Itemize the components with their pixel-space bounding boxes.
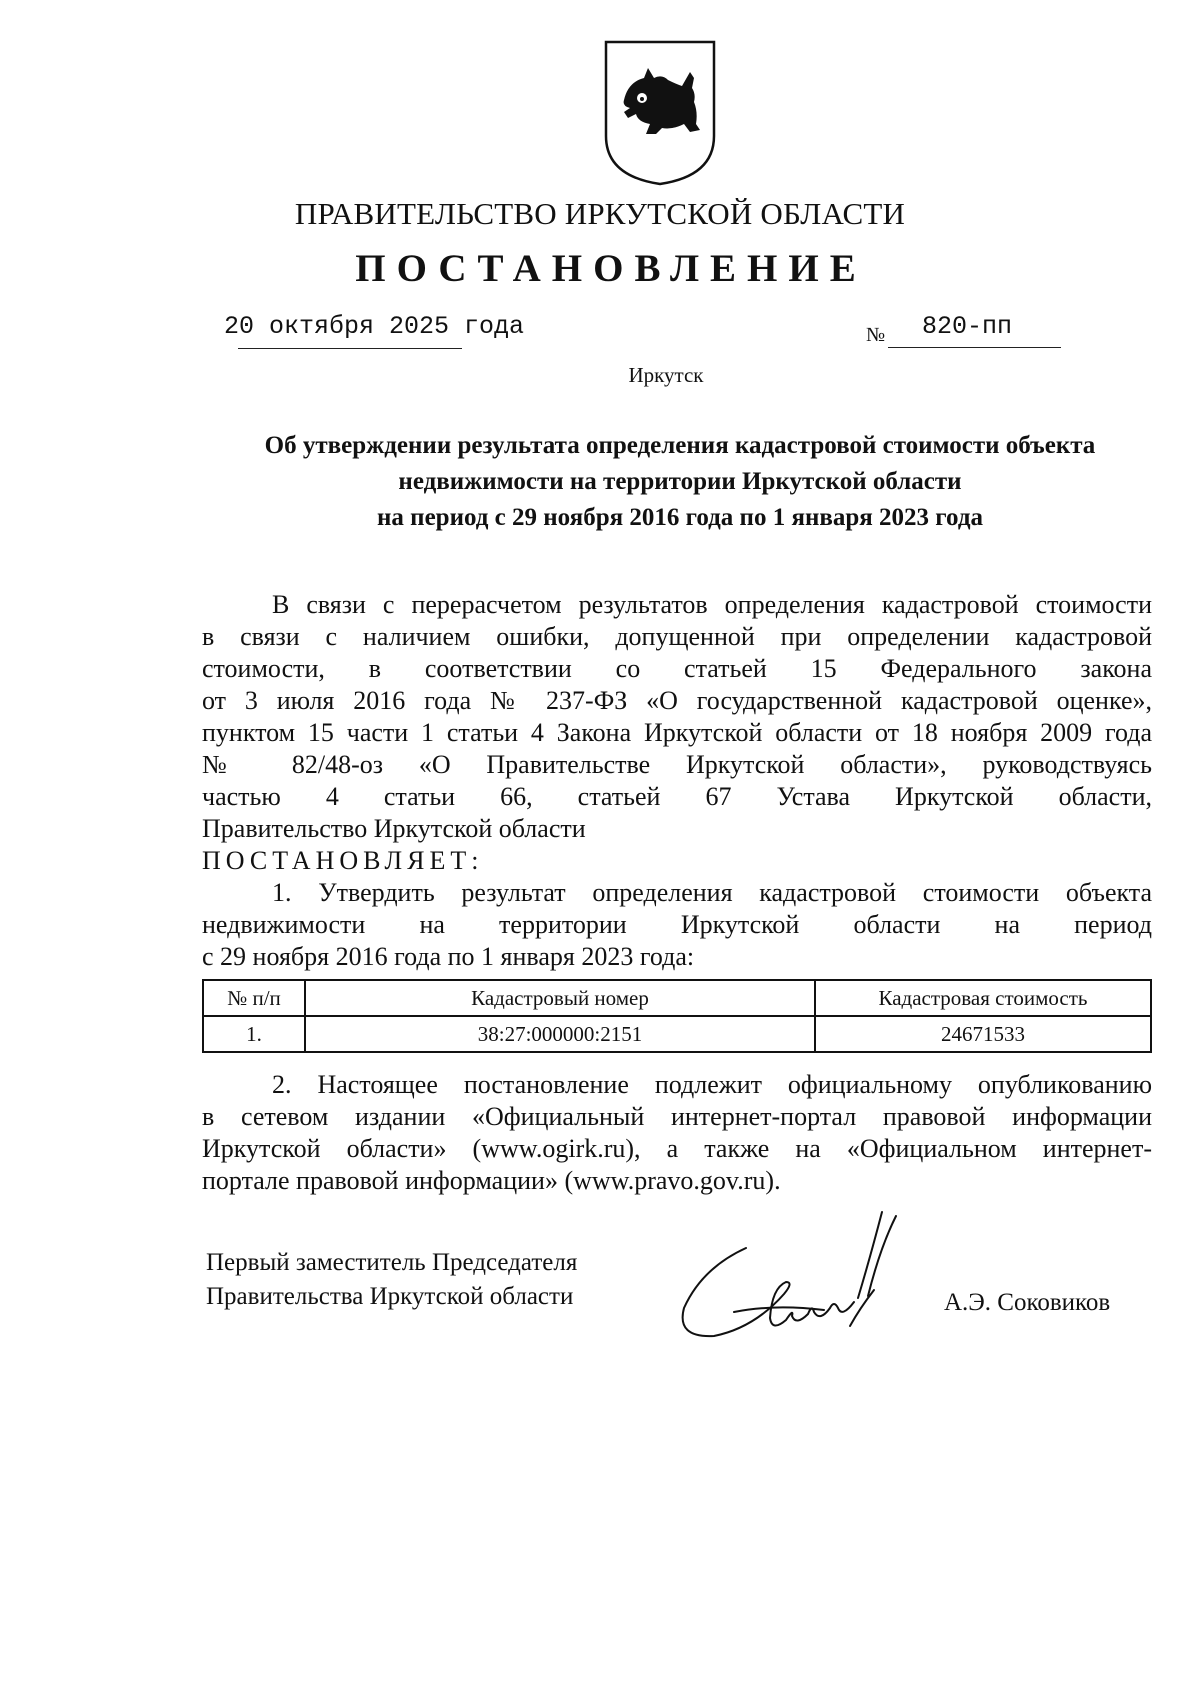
signatory-position: [206, 1246, 577, 1314]
table-row: [203, 1016, 1151, 1052]
preamble-line: № 82/48-оз «О Правительстве Иркутской области», руководствуясь: [202, 750, 1152, 779]
signatory-position-line: Первый заместитель Председателя: [206, 1249, 578, 1276]
preamble-line: от 3 июля 2016 года № 237-ФЗ «О государственной кадастровой оценке»,: [202, 686, 1152, 715]
title-line: Об утверждении результата определения кадастровой стоимости объекта: [264, 432, 1096, 459]
title-line: на период с 29 ноября 2016 года по 1 января 2023 года: [377, 504, 983, 531]
table-header-row: [203, 980, 1151, 1016]
cell-cadastral-value: 24671533: [815, 1016, 1151, 1052]
preamble-line: в связи с наличием ошибки, допущенной при определении кадастровой: [202, 622, 1152, 651]
date-underline: [238, 348, 462, 349]
item2-line: Иркутской области» (www.ogirk.ru), а также на «Официальном интернет-: [202, 1134, 1152, 1163]
resolves-heading: ПОСТАНОВЛЯЕТ:: [202, 846, 484, 875]
document-title: [190, 428, 1170, 536]
number-sign: №: [866, 324, 886, 346]
header-cadastral-value: Кадастровая стоимость: [815, 980, 1151, 1016]
government-name: ПРАВИТЕЛЬСТВО ИРКУТСКОЙ ОБЛАСТИ: [294, 196, 906, 231]
number-underline: [888, 347, 1061, 348]
issuing-city: Иркутск: [628, 363, 704, 387]
cell-number: 1.: [203, 1016, 305, 1052]
signatory-position-line: Правительства Иркутской области: [206, 1283, 574, 1310]
handwritten-signature: [674, 1208, 914, 1358]
preamble-line: пунктом 15 части 1 статьи 4 Закона Иркутской области от 18 ноября 2009 года: [202, 718, 1152, 747]
document-date: 20 октября 2025 года: [224, 312, 525, 341]
item1-line: 1. Утвердить результат определения кадастровой стоимости объекта: [272, 878, 1152, 907]
preamble-line: частью 4 статьи 66, статьей 67 Устава Иркутской области,: [202, 782, 1152, 811]
item1-line: недвижимости на территории Иркутской области на период: [202, 910, 1152, 939]
coat-of-arms-emblem: [602, 38, 718, 188]
item1-line: с 29 ноября 2016 года по 1 января 2023 года:: [202, 942, 695, 971]
cell-cadastral-number: 38:27:000000:2151: [305, 1016, 815, 1052]
header-cadastral-number: Кадастровый номер: [305, 980, 815, 1016]
signatory-name: А.Э. Соковиков: [944, 1289, 1111, 1316]
document-type-heading: ПОСТАНОВЛЕНИЕ: [355, 247, 867, 290]
item2-line: портале правовой информации» (www.pravo.gov.ru).: [202, 1166, 781, 1195]
preamble-line: В связи с перерасчетом результатов определения кадастровой стоимости: [272, 590, 1152, 619]
title-line: недвижимости на территории Иркутской области: [398, 468, 962, 495]
item2-line: в сетевом издании «Официальный интернет-портал правовой информации: [202, 1102, 1152, 1131]
document-number: 820-пп: [922, 312, 1013, 341]
item2-line: 2. Настоящее постановление подлежит официальному опубликованию: [272, 1070, 1152, 1099]
shield-icon: [602, 38, 718, 188]
cadastral-table: [202, 979, 1152, 1053]
preamble-line: стоимости, в соответствии со статьей 15 Федерального закона: [202, 654, 1152, 683]
preamble-line: Правительство Иркутской области: [202, 814, 586, 843]
header-number: № п/п: [203, 980, 305, 1016]
